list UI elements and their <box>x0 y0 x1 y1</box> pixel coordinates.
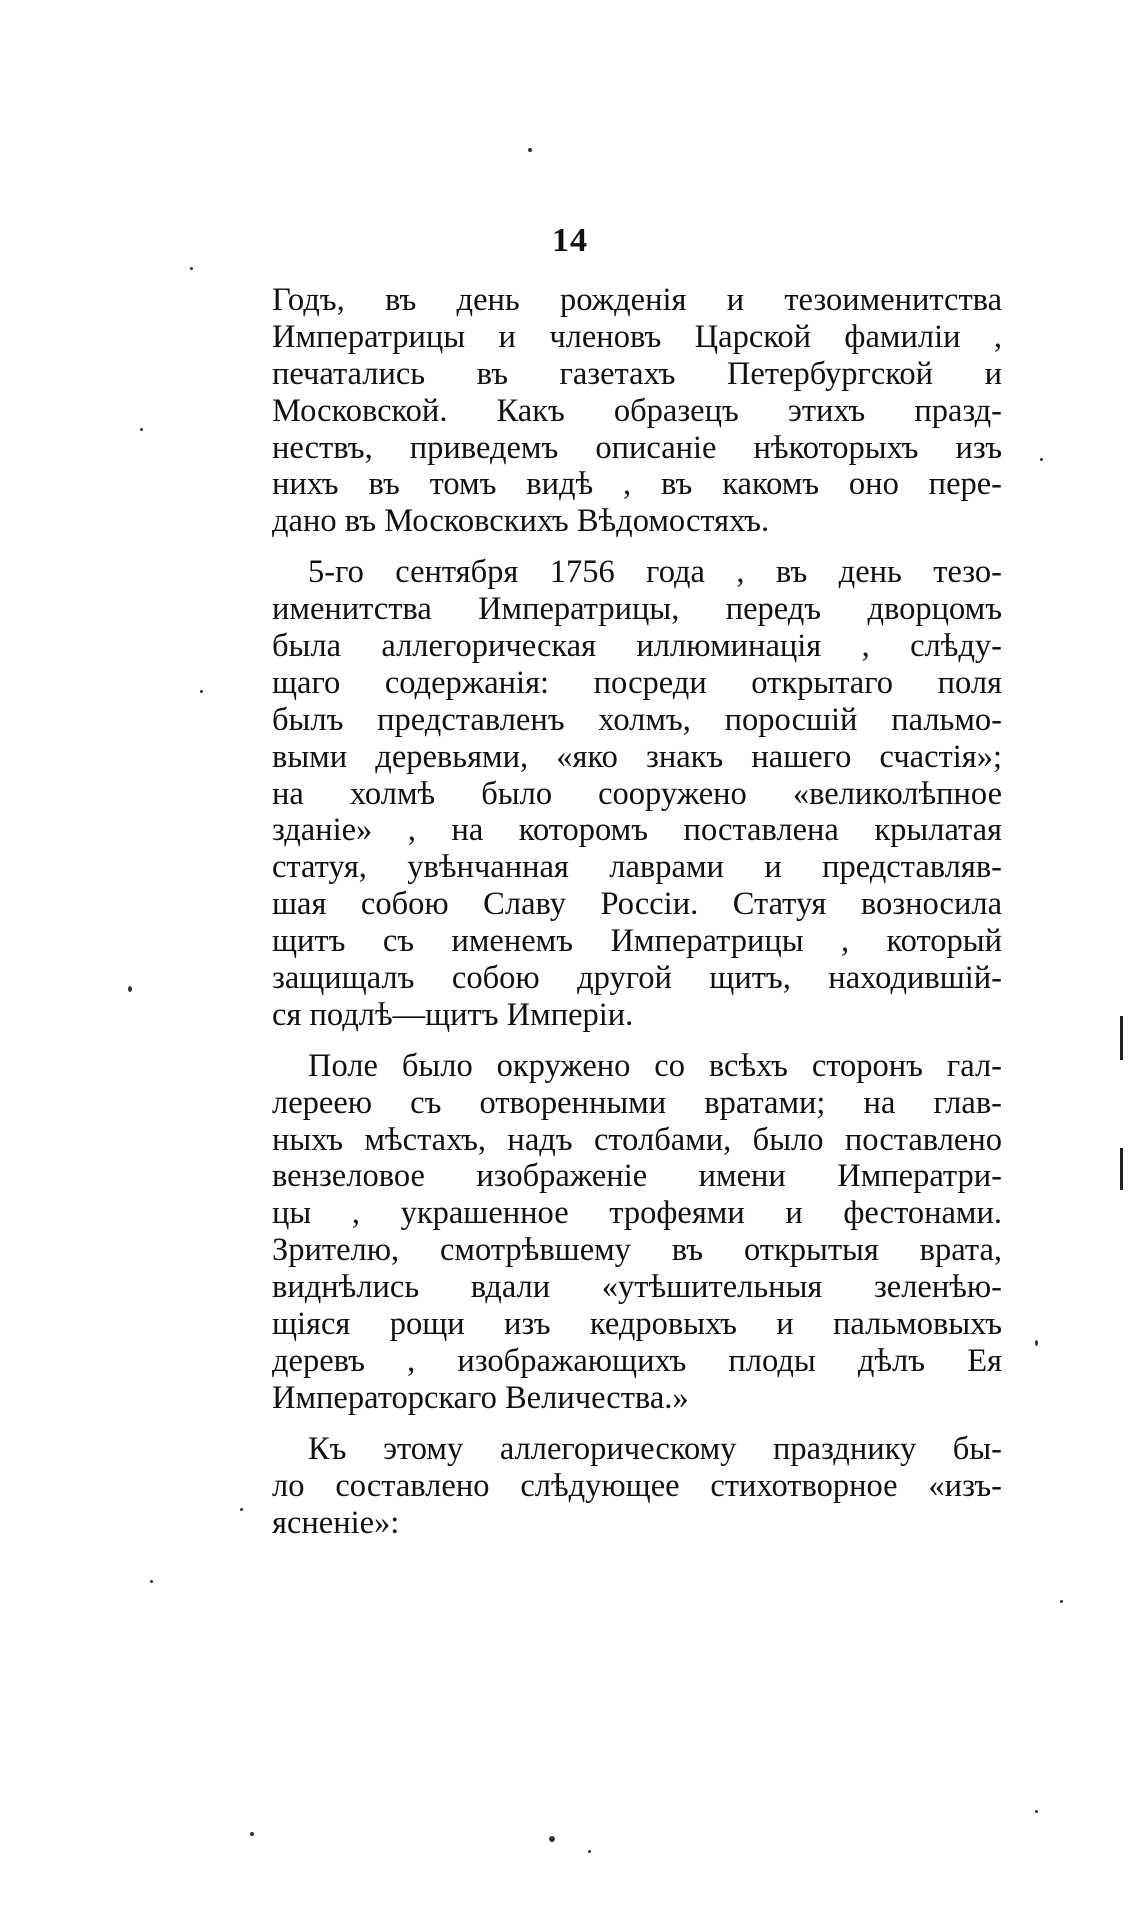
text-line: Московской. Какъ образецъ этихъ празд- <box>272 392 1002 429</box>
text-line: щіяся рощи изъ кедровыхъ и пальмовыхъ <box>272 1306 1002 1343</box>
text-line: статуя, увѣнчанная лаврами и представляв- <box>272 849 1002 886</box>
scan-speck <box>588 1850 591 1853</box>
text-line: щитъ съ именемъ Императрицы , который <box>272 923 1002 960</box>
text-line: выми деревьями, «яко знакъ нашего счастія»; <box>272 738 1002 775</box>
scan-speck <box>1040 458 1043 461</box>
text-line: зданіе» , на которомъ поставлена крылатая <box>272 812 1002 849</box>
text-line: цы , украшенное трофеями и фестонами. <box>272 1195 1002 1232</box>
text-line: печатались въ газетахъ Петербургской и <box>272 355 1002 392</box>
text-line: защищалъ собою другой щитъ, находившій- <box>272 960 1002 997</box>
text-line: былъ представленъ холмъ, поросшій пальмо- <box>272 701 1002 738</box>
text-line: ся подлѣ—щитъ Имперіи. <box>272 996 634 1033</box>
scan-speck <box>150 1580 153 1583</box>
text-line: Поле было окружено со всѣхъ сторонъ гал- <box>308 1047 1002 1084</box>
text-line: ныхъ мѣстахъ, надъ столбами, было поставлено <box>272 1121 1002 1158</box>
body-text <box>272 282 1002 1555</box>
paragraph-2 <box>272 554 1002 1034</box>
text-line: дано въ Московскихъ Вѣдомостяхъ. <box>272 503 770 540</box>
scan-speck <box>128 986 132 992</box>
text-line: Императрицы и членовъ Царской фамиліи , <box>272 318 1002 355</box>
text-line: нествъ, приведемъ описаніе нѣкоторыхъ изъ <box>272 429 1002 466</box>
paragraph-3 <box>272 1048 1002 1417</box>
paragraph-4 <box>272 1431 1002 1542</box>
text-line: ясненіе»: <box>272 1504 400 1541</box>
text-line: 5-го сентября 1756 года , въ день тезо- <box>308 554 1002 591</box>
text-line: нихъ въ томъ видѣ , въ какомъ оно пере- <box>272 466 1002 503</box>
scan-speck <box>240 1508 243 1511</box>
text-line: Къ этому аллегорическому празднику бы- <box>308 1430 1002 1467</box>
scan-speck <box>140 428 143 431</box>
scan-edge-mark <box>1120 1148 1123 1190</box>
text-line: щаго содержанія: посреди открытаго поля <box>272 664 1002 701</box>
text-line: на холмѣ было сооружено «великолѣпное <box>272 775 1002 812</box>
scan-speck <box>1035 1810 1038 1813</box>
text-line: ло составлено слѣдующее стихотворное «изъ- <box>272 1467 1002 1504</box>
text-line: была аллегорическая иллюминація , слѣду- <box>272 628 1002 665</box>
paragraph-1 <box>272 282 1002 540</box>
scan-speck <box>200 690 203 693</box>
scan-speck <box>250 1832 254 1836</box>
text-line: именитства Императрицы, передъ дворцомъ <box>272 591 1002 628</box>
scan-speck <box>1060 1600 1063 1603</box>
text-line: Годъ, въ день рожденія и тезоименитства <box>272 282 1002 318</box>
scan-edge-mark <box>1120 1016 1123 1060</box>
text-line: деревъ , изображающихъ плоды дѣлъ Ея <box>272 1342 1002 1379</box>
scan-speck <box>1035 1340 1038 1346</box>
scan-speck <box>528 148 532 152</box>
text-line: Императорскаго Величества.» <box>272 1379 689 1416</box>
text-line: лереею съ отворенными вратами; на глав- <box>272 1084 1002 1121</box>
page-number: 14 <box>552 222 588 259</box>
text-line: Зрителю, смотрѣвшему въ открытыя врата, <box>272 1232 1002 1269</box>
text-line: шая собою Славу Россіи. Статуя возносила <box>272 886 1002 923</box>
scan-speck <box>190 267 193 270</box>
text-line: вензеловое изображеніе имени Императри- <box>272 1158 1002 1195</box>
text-line: виднѣлись вдали «утѣшительныя зеленѣю- <box>272 1269 1002 1306</box>
scan-speck <box>549 1836 555 1842</box>
